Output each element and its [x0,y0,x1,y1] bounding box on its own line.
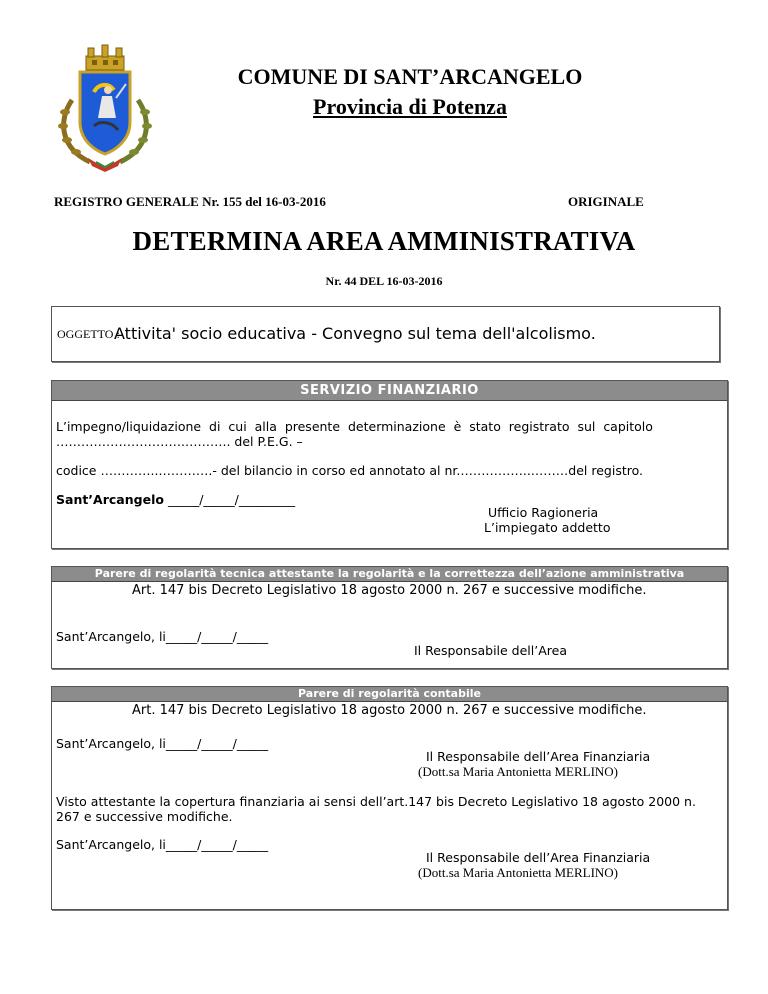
originale-label: ORIGINALE [568,194,644,209]
codice-line: codice …………..………….- del bilancio in corso ed annotato al nr.……………..………del registro. [56,463,644,478]
contabile-signer-1: Il Responsabile dell’Area Finanziaria [426,749,651,764]
comune-title: COMUNE DI SANT’ARCANGELO [237,64,583,89]
provincia-title: Provincia di Potenza [313,94,507,119]
contabile-place-date-2: Sant’Arcangelo, li_____/_____/_____ [56,837,269,852]
capitolo-line: ………………………….……….. del P.E.G. – [56,434,303,449]
contabile-name-2: (Dott.sa Maria Antonietta MERLINO) [418,865,619,880]
oggetto-box [51,306,720,362]
fin-place: Sant’Arcangelo [56,492,164,507]
tecnica-place-date: Sant’Arcangelo, li_____/_____/_____ [56,629,269,644]
document-title: DETERMINA AREA AMMINISTRATIVA [132,226,636,256]
servizio-finanziario-header: SERVIZIO FINANZIARIO [52,381,727,401]
visto-line-2: 267 e successive modifiche. [56,809,233,824]
registro-generale: REGISTRO GENERALE Nr. 155 del 16-03-2016 [54,194,326,209]
contabile-signer-2: Il Responsabile dell’Area Finanziaria [426,850,651,865]
parere-contabile-header: Parere di regolarità contabile [52,687,727,702]
contabile-place-date-1: Sant’Arcangelo, li_____/_____/_____ [56,736,269,751]
parere-contabile-box [51,686,728,910]
parere-tecnica-header: Parere di regolarità tecnica attestante la regolarità e la correttezza dell’azione amministrativa [52,567,727,582]
servizio-finanziario-box [51,380,728,549]
ufficio-ragioneria: Ufficio Ragioneria [488,505,599,520]
parere-tecnica-box [51,566,728,669]
impiegato-addetto: L’impiegato addetto [484,520,611,535]
visto-line-1: Visto attestante la copertura finanziaria ai sensi dell’art.147 bis Decreto Legislativo 18 agosto 2000 n. [56,794,696,809]
fin-date-line [56,492,295,507]
document-number: Nr. 44 DEL 16-03-2016 [325,274,443,288]
tecnica-art-line: Art. 147 bis Decreto Legislativo 18 agosto 2000 n. 267 e successive modifiche. [132,583,647,598]
contabile-art-line: Art. 147 bis Decreto Legislativo 18 agosto 2000 n. 267 e successive modifiche. [132,703,647,718]
oggetto-label: OGGETTO : [57,327,120,341]
fin-date-blank: _____/_____/_________ [167,492,296,507]
tecnica-signer: Il Responsabile dell’Area [414,643,567,658]
contabile-name-1: (Dott.sa Maria Antonietta MERLINO) [418,764,619,779]
impegno-line: L’impegno/liquidazione di cui alla presente determinazione è stato registrato sul capitolo [56,419,653,434]
oggetto-text: Attivita' socio educativa - Convegno sul tema dell'alcolismo. [114,324,596,343]
coat-of-arms-icon [50,40,160,175]
